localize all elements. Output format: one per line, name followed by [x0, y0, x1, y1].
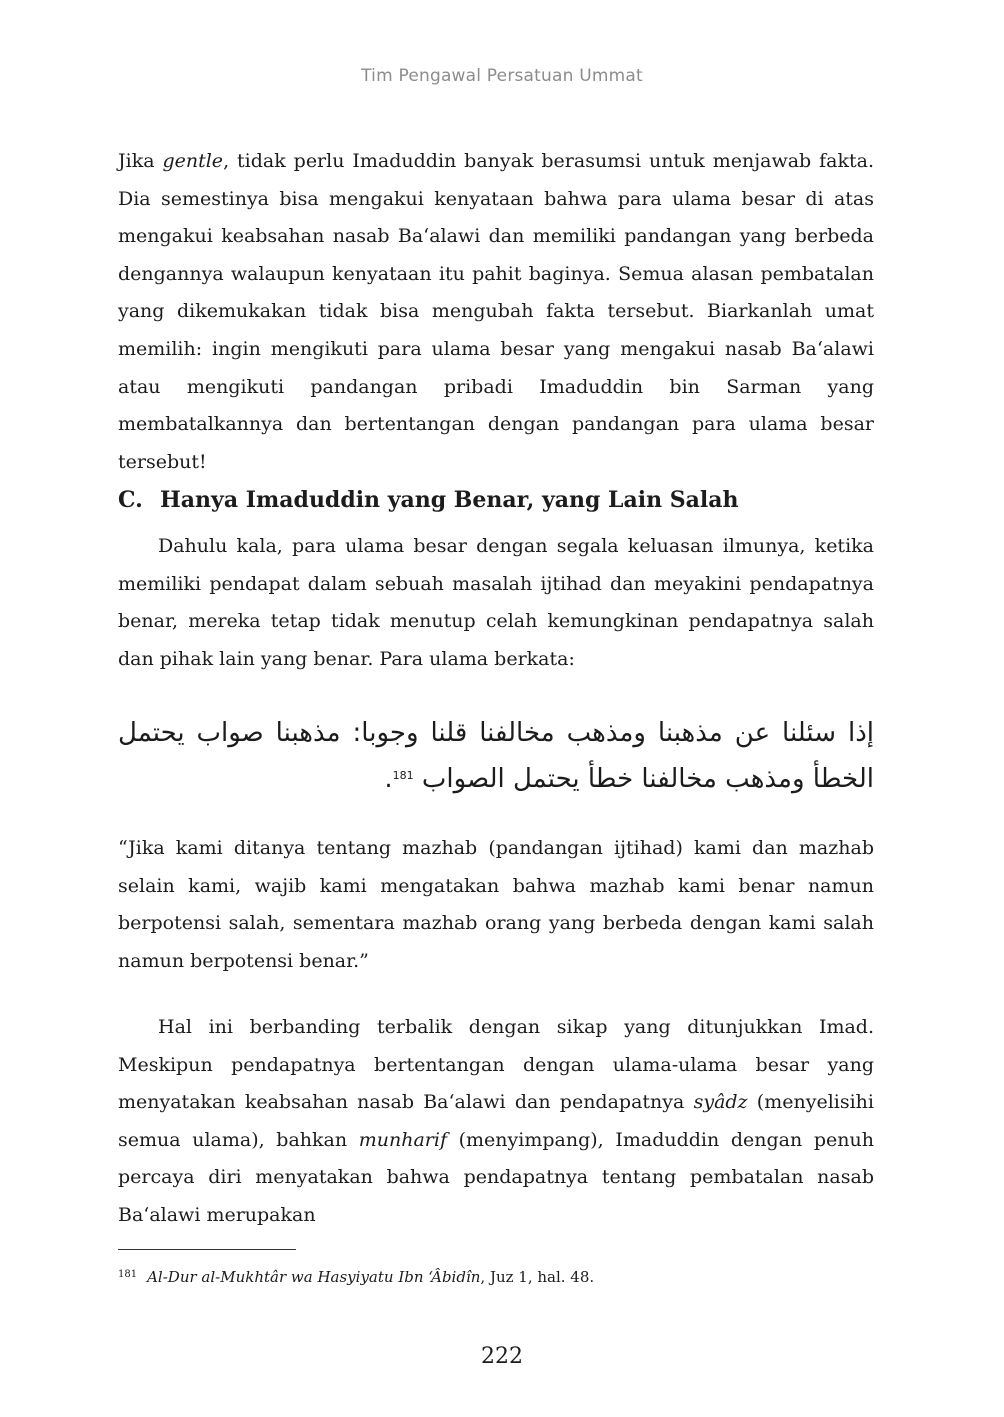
footnote-ref: 181 — [392, 769, 414, 782]
footnote-number: 181 — [118, 1269, 138, 1280]
italic-term-gentle: gentle — [162, 150, 224, 172]
paragraph-2 — [118, 528, 874, 678]
paragraph-3-text — [118, 1009, 874, 1235]
section-number: C. — [118, 487, 143, 513]
arabic-end-mark: . — [384, 764, 393, 794]
text-span: (menyelisihi semua ulama), bahkan — [118, 1091, 874, 1151]
section-title — [118, 485, 874, 515]
paragraph-2-text: Dahulu kala, para ulama besar dengan segala keluasan ilmunya, ketika memiliki pendapat dalam sebuah masalah ijtihad dan meyakini pendapatnya benar, mereka tetap tidak menutup celah kemungkinan pendapatnya salah dan pihak lain yang benar. Para ulama berkata: — [118, 535, 874, 670]
footnote — [118, 1264, 874, 1288]
text-span: , tidak perlu Imaduddin banyak berasumsi untuk menjawab fakta. Dia semestinya bisa mengakui kenyataan bahwa para ulama besar di atas mengakui keabsahan nasab Ba‘alawi dan memiliki pandangan yang berbeda dengannya walaupun kenyataan itu pahit baginya. Semua alasan pembatalan yang dikemukakan tidak bisa mengubah fakta tersebut. Biarkanlah umat memilih: ingin mengikuti para ulama besar yang mengakui nasab Ba‘alawi atau mengikuti pandangan pribadi Imaduddin bin Sarman yang membatalkannya dan bertentangan dengan pandangan para ulama besar tersebut! — [118, 150, 874, 473]
running-head: Tim Pengawal Persatuan Ummat — [361, 66, 643, 86]
arabic-quote — [118, 710, 874, 802]
italic-term-munharif: munharif — [358, 1128, 447, 1151]
arabic-quote-text — [118, 710, 874, 802]
paragraph-1 — [118, 143, 874, 481]
translation — [118, 830, 874, 980]
text-span: (menyimpang), Imaduddin dengan penuh percaya diri menyatakan bahwa pendapatnya tentang pembatalan nasab Ba‘alawi merupakan — [118, 1128, 874, 1226]
paragraph-1-text — [118, 143, 874, 481]
section-heading — [118, 485, 874, 515]
text-span: Jika — [118, 150, 163, 172]
text-span: Hal ini berbanding terbalik dengan sikap yang ditunjukkan Imad. Meskipun pendapatnya bertentangan dengan ulama-ulama besar yang menyatakan keabsahan nasab Ba‘alawi dan pendapatnya — [118, 1016, 874, 1114]
paragraph-3 — [118, 1009, 874, 1235]
section-title-text: Hanya Imaduddin yang Benar, yang Lain Salah — [160, 487, 739, 513]
arabic-text: إذا سئلنا عن مذهبنا ومذهب مخالفنا قلنا وجوبا: مذهبنا صواب يحتمل الخطأ ومذهب مخالفنا خطأ يحتمل الصواب — [118, 718, 874, 794]
footnote-rest: , Juz 1, hal. 48. — [480, 1268, 595, 1286]
italic-term-syadz: syâdz — [693, 1091, 748, 1114]
translation-text: “Jika kami ditanya tentang mazhab (pandangan ijtihad) kami dan mazhab selain kami, wajib kami mengatakan bahwa mazhab kami benar namun berpotensi salah, sementara mazhab orang yang berbeda dengan kami salah namun berpotensi benar.” — [118, 837, 874, 972]
footnote-source: Al-Dur al-Mukhtâr wa Hasyiyatu Ibn ‘Âbidîn — [147, 1268, 481, 1286]
footnote-divider — [118, 1249, 296, 1250]
page-number: 222 — [481, 1344, 523, 1369]
